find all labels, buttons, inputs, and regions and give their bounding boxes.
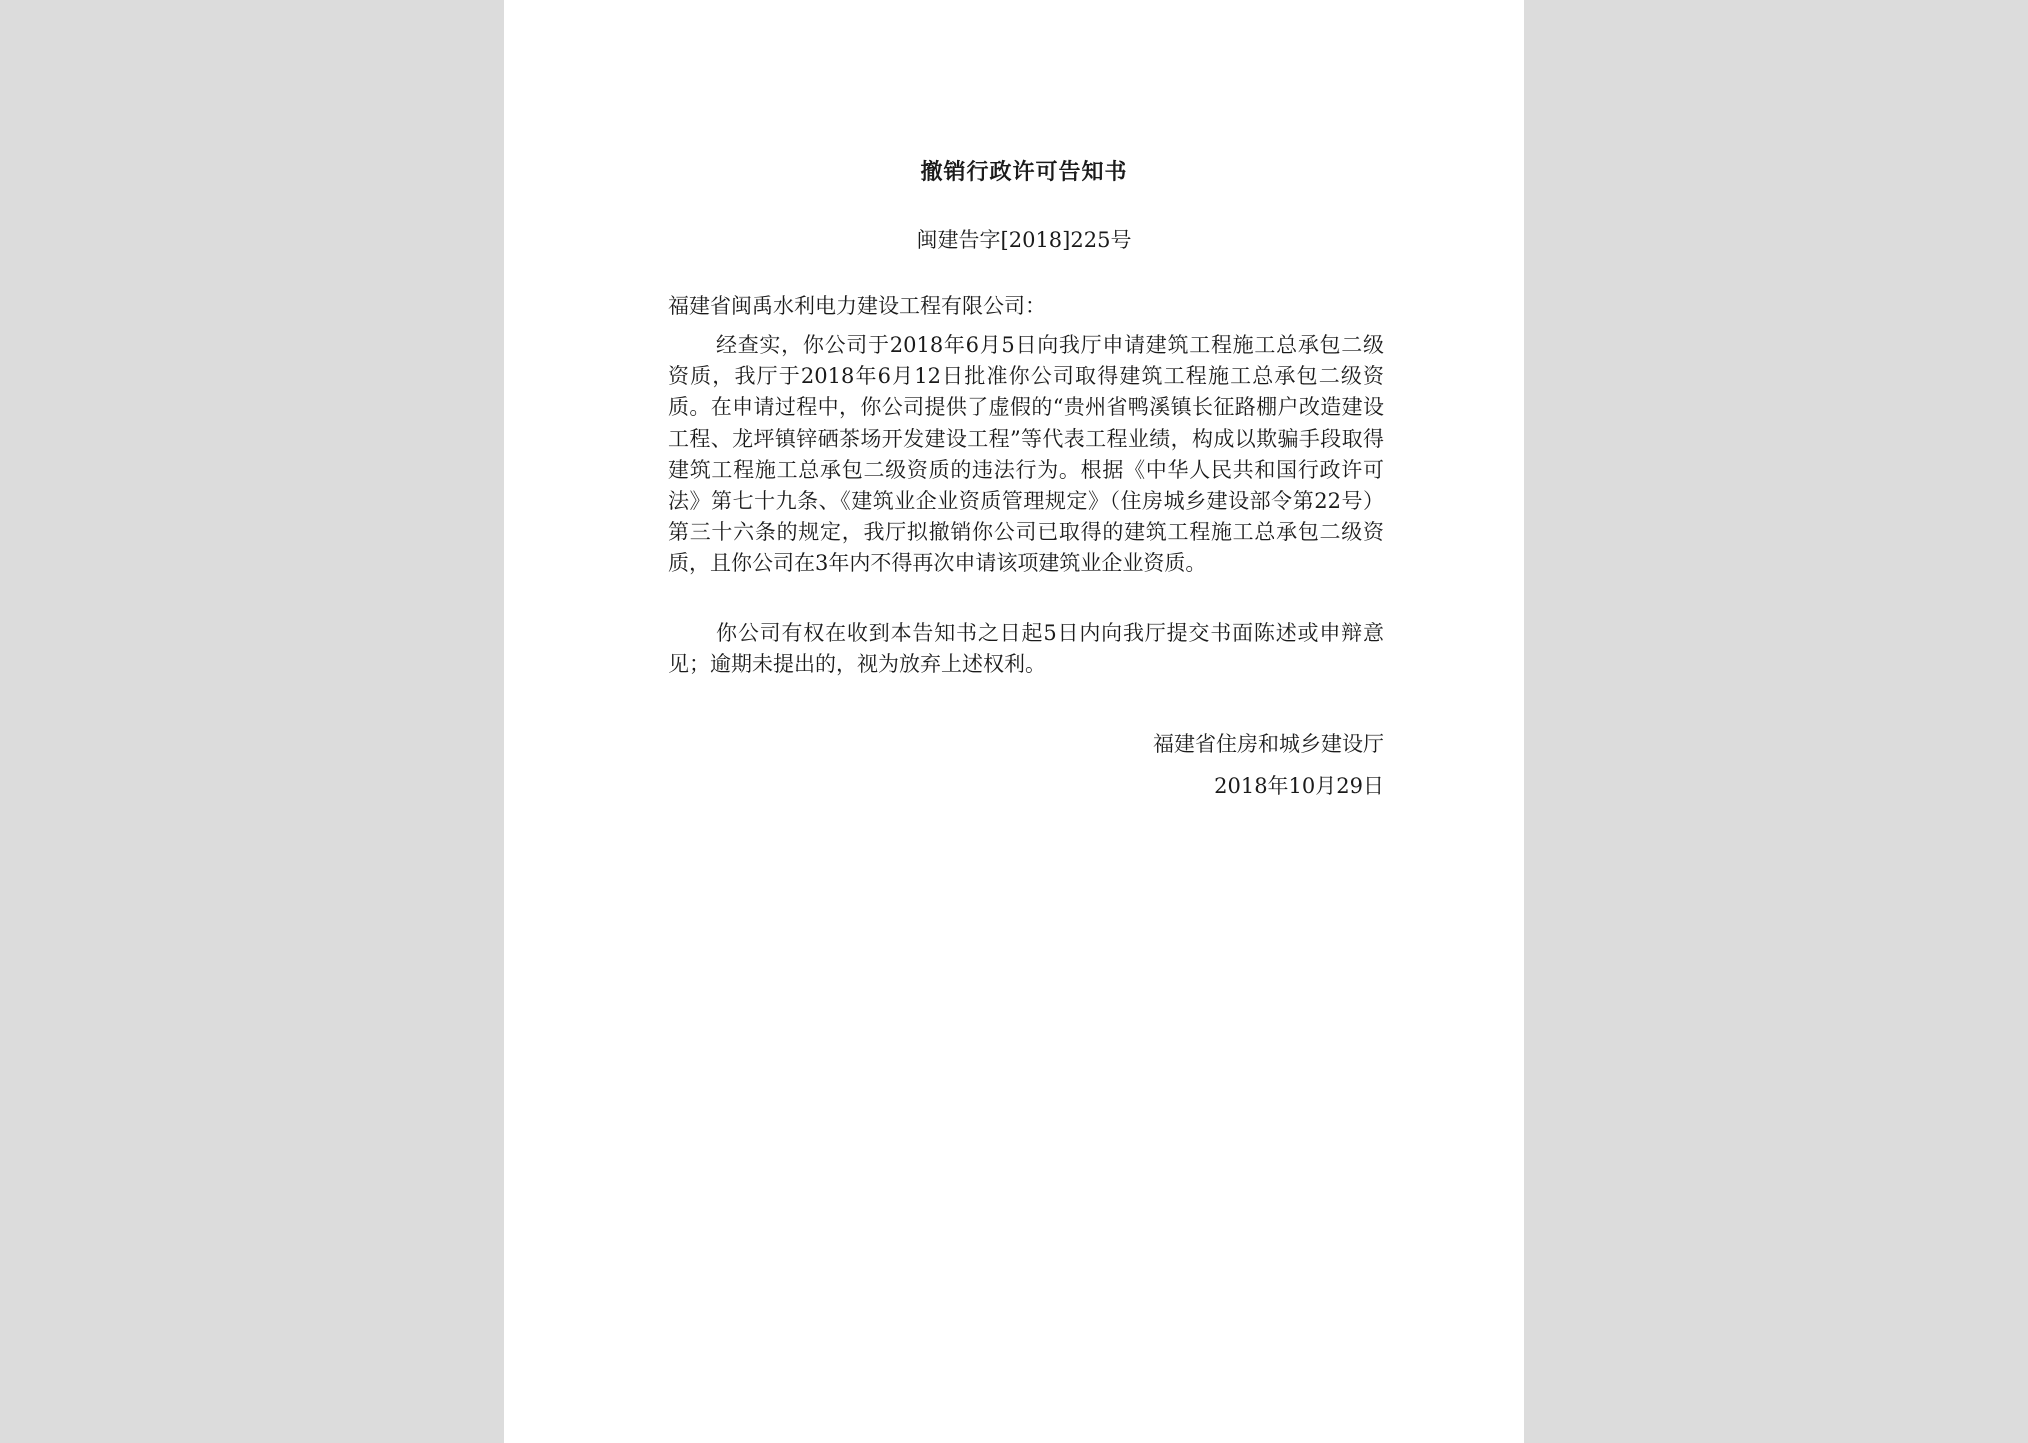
document-page [504, 0, 1524, 1443]
body-paragraph-rights: 你公司有权在收到本告知书之日起5日内向我厅提交书面陈述或申辩意见；逾期未提出的，视为放弃上述权利。 [668, 621, 1384, 677]
document-title: 撤销行政许可告知书 [920, 159, 1128, 185]
issue-date: 2018年10月29日 [1214, 774, 1384, 798]
body-paragraph-findings: 经查实，你公司于2018年6月5日向我厅申请建筑工程施工总承包二级资质，我厅于2018年6月12日批准你公司取得建筑工程施工总承包二级资质。在申请过程中，你公司提供了虚假的“贵州省鸭溪镇长征路棚户改造建设工程、龙坪镇锌硒茶场开发建设工程”等代表工程业绩，构成以欺骗手段取得建筑工程施工总承包二级资质的违法行为。根据《中华人民共和国行政许可法》第七十九条、《建筑业企业资质管理规定》（住房城乡建设部令第22号）第三十六条的规定，我厅拟撤销你公司已取得的建筑工程施工总承包二级资质，且你公司在3年内不得再次申请该项建筑业企业资质。 [668, 333, 1384, 576]
issuing-authority: 福建省住房和城乡建设厅 [1153, 732, 1384, 756]
document-number: 闽建告字[2018]225号 [916, 228, 1132, 252]
recipient-line: 福建省闽禹水利电力建设工程有限公司： [668, 294, 1046, 318]
